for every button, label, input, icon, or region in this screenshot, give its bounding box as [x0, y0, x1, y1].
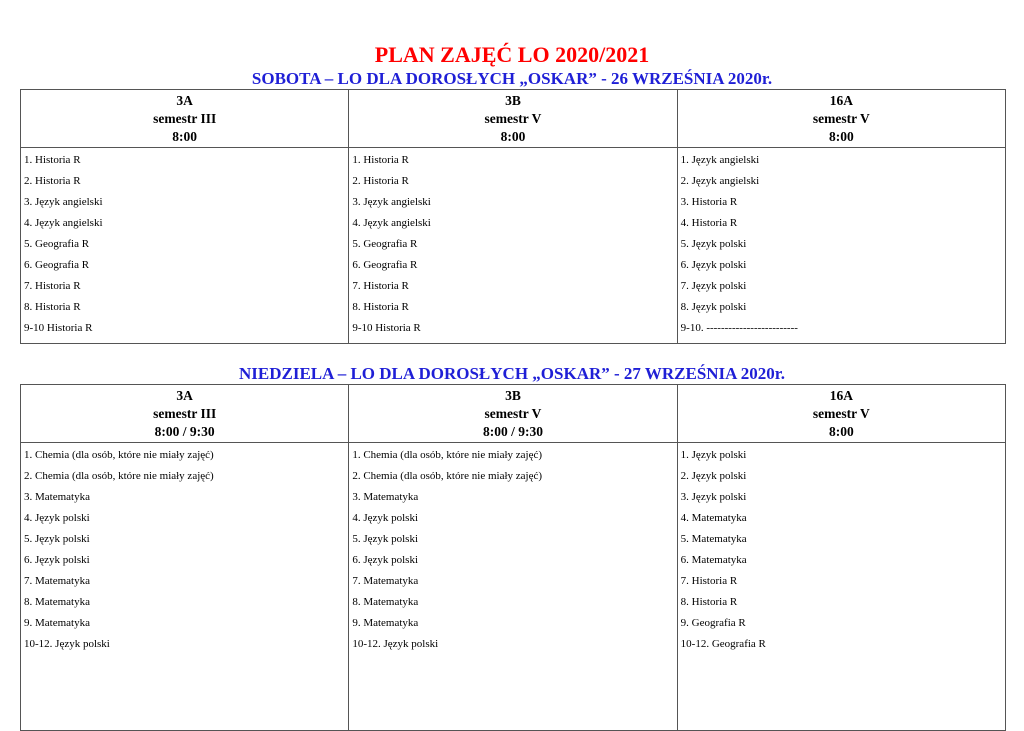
lesson-item: 6. Geografia R [24, 259, 90, 271]
semester-label: semestr III [153, 406, 217, 421]
lesson-item: 8. Język polski [680, 301, 747, 313]
lesson-item: 4. Język polski [352, 512, 419, 524]
lesson-item: 4. Język angielski [352, 217, 431, 229]
semester-label: semestr V [484, 111, 542, 126]
lesson-item: 1. Historia R [24, 154, 81, 166]
lesson-item: 2. Historia R [24, 175, 81, 187]
lesson-item: 5. Geografia R [24, 238, 90, 250]
start-time: 8:00 [172, 129, 198, 144]
lesson-item: 5. Geografia R [352, 238, 418, 250]
lesson-item: 7. Matematyka [24, 575, 90, 587]
start-time: 8:00 / 9:30 [154, 424, 215, 439]
lesson-item: 7. Historia R [680, 575, 738, 587]
lesson-item: 4. Historia R [680, 217, 738, 229]
lesson-item: 6. Język polski [352, 554, 419, 566]
lesson-item: 6. Język polski [680, 259, 747, 271]
class-name: 3A [176, 93, 193, 108]
lesson-item: 8. Matematyka [24, 596, 90, 608]
lesson-item: 7. Język polski [680, 280, 747, 292]
lesson-item: 1. Chemia (dla osób, które nie miały zajęć) [24, 449, 214, 461]
semester-label: semestr V [812, 111, 870, 126]
saturday-header-row [21, 90, 1006, 148]
lesson-item: 8. Matematyka [352, 596, 419, 608]
lesson-item: 6. Język polski [24, 554, 90, 566]
lesson-item: 1. Język angielski [680, 154, 760, 166]
lesson-item: 6. Geografia R [352, 259, 418, 271]
class-name: 16A [829, 388, 853, 403]
lesson-item: 2. Język angielski [680, 175, 760, 187]
page-title: PLAN ZAJĘĆ LO 2020/2021 [374, 42, 650, 67]
class-name: 16A [829, 93, 853, 108]
lesson-item: 8. Historia R [680, 596, 738, 608]
class-header [349, 90, 677, 148]
lesson-item: 10-12. Język polski [352, 638, 439, 650]
start-time: 8:00 [500, 129, 526, 144]
lesson-cell [21, 148, 349, 344]
lesson-item: 3. Matematyka [352, 491, 419, 503]
lesson-item: 7. Historia R [24, 280, 81, 292]
class-header [677, 385, 1005, 443]
lesson-item: 5. Język polski [24, 533, 90, 545]
saturday-heading: SOBOTA – LO DLA DOROSŁYCH „OSKAR” - 26 WRZEŚNIA 2020r. [251, 69, 773, 88]
lesson-item: 4. Język polski [24, 512, 90, 524]
lesson-cell [677, 148, 1005, 344]
semester-label: semestr V [812, 406, 870, 421]
lesson-cell [349, 148, 677, 344]
sunday-heading: NIEDZIELA – LO DLA DOROSŁYCH „OSKAR” - 27 WRZEŚNIA 2020r. [238, 364, 785, 383]
lesson-item: 9. Geografia R [680, 617, 746, 629]
class-name: 3B [505, 93, 521, 108]
lesson-item: 3. Język angielski [24, 196, 103, 208]
lesson-item: 2. Język polski [680, 470, 747, 482]
lesson-item: 9-10 Historia R [24, 322, 93, 334]
lesson-item: 9-10. ------------------------- [680, 322, 798, 334]
saturday-schedule-table [20, 89, 1006, 344]
lesson-item: 2. Chemia (dla osób, które nie miały zajęć) [352, 470, 543, 482]
lesson-item: 2. Historia R [352, 175, 409, 187]
lesson-item: 8. Historia R [352, 301, 409, 313]
lesson-item: 10-12. Język polski [24, 638, 110, 650]
start-time: 8:00 [828, 424, 854, 439]
lesson-item: 3. Język polski [680, 491, 747, 503]
class-name: 3B [505, 388, 521, 403]
lesson-item: 9. Matematyka [352, 617, 419, 629]
lesson-cell [349, 443, 677, 731]
lesson-item: 5. Matematyka [680, 533, 747, 545]
lesson-item: 5. Język polski [680, 238, 747, 250]
lesson-item: 3. Język angielski [352, 196, 431, 208]
lesson-item: 7. Matematyka [352, 575, 419, 587]
class-header [677, 90, 1005, 148]
lesson-item: 3. Historia R [680, 196, 738, 208]
lesson-item: 9-10 Historia R [352, 322, 421, 334]
saturday-lessons-row [21, 148, 1006, 344]
sunday-header-row [21, 385, 1006, 443]
start-time: 8:00 / 9:30 [482, 424, 543, 439]
lesson-item: 8. Historia R [24, 301, 81, 313]
lesson-item: 6. Matematyka [680, 554, 747, 566]
lesson-item: 3. Matematyka [24, 491, 90, 503]
lesson-item: 10-12. Geografia R [680, 638, 766, 650]
lesson-item: 1. Historia R [352, 154, 409, 166]
lesson-item: 9. Matematyka [24, 617, 90, 629]
lesson-item: 1. Język polski [680, 449, 747, 461]
sunday-lessons-row [21, 443, 1006, 731]
lesson-cell [677, 443, 1005, 731]
semester-label: semestr V [484, 406, 542, 421]
lesson-item: 4. Język angielski [24, 217, 103, 229]
start-time: 8:00 [828, 129, 854, 144]
sunday-schedule-table [20, 384, 1006, 731]
class-name: 3A [176, 388, 193, 403]
semester-label: semestr III [153, 111, 217, 126]
lesson-cell [21, 443, 349, 731]
lesson-item: 5. Język polski [352, 533, 419, 545]
lesson-item: 2. Chemia (dla osób, które nie miały zajęć) [24, 470, 214, 482]
lesson-item: 1. Chemia (dla osób, które nie miały zajęć) [352, 449, 543, 461]
lesson-item: 4. Matematyka [680, 512, 747, 524]
lesson-item: 7. Historia R [352, 280, 409, 292]
class-header [349, 385, 677, 443]
class-header [21, 385, 349, 443]
class-header [21, 90, 349, 148]
